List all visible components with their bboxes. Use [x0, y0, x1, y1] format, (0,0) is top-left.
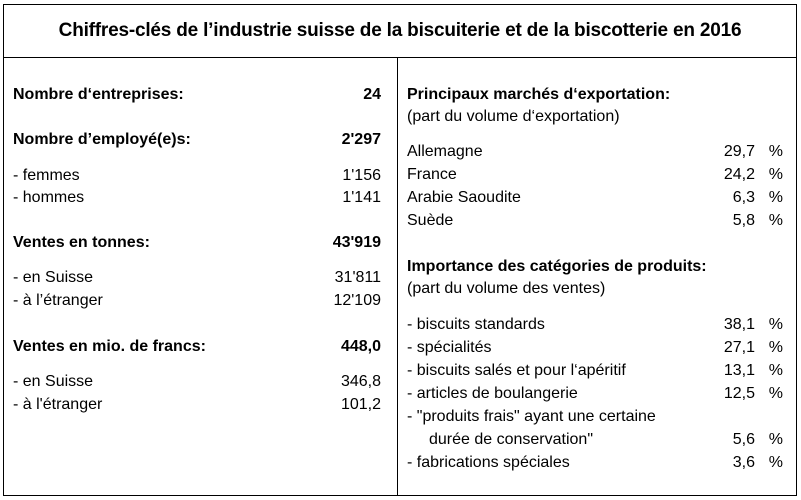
employees-men-value: 1'141: [342, 189, 381, 206]
export-country-label: France: [407, 166, 457, 183]
percent-unit: %: [768, 166, 783, 183]
sales-tons-abroad-label: - à l’étranger: [13, 292, 103, 309]
list-item: [407, 360, 787, 382]
percent-unit: %: [768, 362, 783, 379]
export-subheading: (part du volume d‘exportation): [407, 108, 620, 125]
sales-tons-value: 43'919: [332, 234, 381, 251]
export-country-value: 29,7: [723, 143, 755, 160]
sales-tons-label: Ventes en tonnes:: [13, 234, 150, 251]
list-item: [407, 452, 787, 474]
export-country-value: 24,2: [723, 166, 755, 183]
percent-unit: %: [768, 339, 783, 356]
list-item: [407, 187, 787, 209]
export-country-value: 6,3: [732, 189, 755, 206]
category-label: - biscuits standards: [407, 316, 545, 333]
list-item: [407, 383, 787, 405]
percent-unit: %: [768, 189, 783, 206]
table-frame: [3, 4, 797, 496]
sales-tons-abroad-value: 12'109: [333, 292, 381, 309]
list-item: [407, 406, 787, 428]
category-value: 12,5: [723, 385, 755, 402]
employees-label: Nombre d’employé(e)s:: [13, 131, 191, 148]
categories-heading: Importance des catégories de produits:: [407, 258, 707, 275]
percent-unit: %: [768, 143, 783, 160]
employees-row: [13, 129, 381, 151]
list-item: [407, 429, 787, 451]
percent-unit: %: [768, 385, 783, 402]
list-item: [407, 141, 787, 163]
employees-women-label: - femmes: [13, 167, 80, 184]
list-item: [13, 394, 381, 416]
column-divider: [397, 58, 398, 495]
percent-unit: %: [768, 212, 783, 229]
category-label: - fabrications spéciales: [407, 454, 570, 471]
companies-value: 24: [363, 86, 381, 103]
companies-row: [13, 84, 381, 106]
sales-francs-value: 448,0: [340, 338, 381, 355]
sales-tons-switzerland-label: - en Suisse: [13, 269, 94, 286]
sales-francs-switzerland-label: - en Suisse: [13, 373, 94, 390]
list-item: [407, 164, 787, 186]
percent-unit: %: [768, 316, 783, 333]
list-item: [13, 187, 381, 209]
list-item: [407, 314, 787, 336]
category-value: 13,1: [723, 362, 755, 379]
export-country-label: Suède: [407, 212, 454, 229]
list-item: [13, 267, 381, 289]
categories-subheading: (part du volume des ventes): [407, 280, 606, 297]
sales-francs-abroad-label: - à l'étranger: [13, 396, 103, 413]
percent-unit: %: [768, 454, 783, 471]
sales-francs-label: Ventes en mio. de francs:: [13, 338, 206, 355]
export-country-label: Allemagne: [407, 143, 483, 160]
category-value: 27,1: [723, 339, 755, 356]
list-item: [407, 210, 787, 232]
category-label: - articles de boulangerie: [407, 385, 578, 402]
category-label: - "produits frais" ayant une certaine: [407, 408, 656, 425]
sales-francs-row: [13, 336, 381, 358]
companies-label: Nombre d‘entreprises:: [13, 86, 184, 103]
employees-women-value: 1'156: [342, 167, 381, 184]
list-item: [13, 165, 381, 187]
export-country-label: Arabie Saoudite: [407, 189, 521, 206]
page-title: Chiffres-clés de l’industrie suisse de la biscuiterie et de la biscotterie en 2016: [58, 20, 742, 41]
category-label: - spécialités: [407, 339, 492, 356]
employees-value: 2'297: [341, 131, 381, 148]
sales-francs-switzerland-value: 346,8: [340, 373, 381, 390]
sales-tons-row: [13, 232, 381, 254]
category-label-continued: durée de conservation": [429, 431, 594, 448]
category-value: 3,6: [732, 454, 755, 471]
list-item: [407, 337, 787, 359]
title-bar: [4, 5, 796, 58]
list-item: [13, 290, 381, 312]
export-country-value: 5,8: [732, 212, 755, 229]
category-value: 5,6: [732, 431, 755, 448]
percent-unit: %: [768, 431, 783, 448]
category-value: 38,1: [723, 316, 755, 333]
sales-francs-abroad-value: 101,2: [340, 396, 381, 413]
list-item: [13, 371, 381, 393]
sales-tons-switzerland-value: 31'811: [334, 269, 381, 286]
employees-men-label: - hommes: [13, 189, 85, 206]
category-label: - biscuits salés et pour l‘apéritif: [407, 362, 626, 379]
export-heading: Principaux marchés d‘exportation:: [407, 86, 671, 103]
